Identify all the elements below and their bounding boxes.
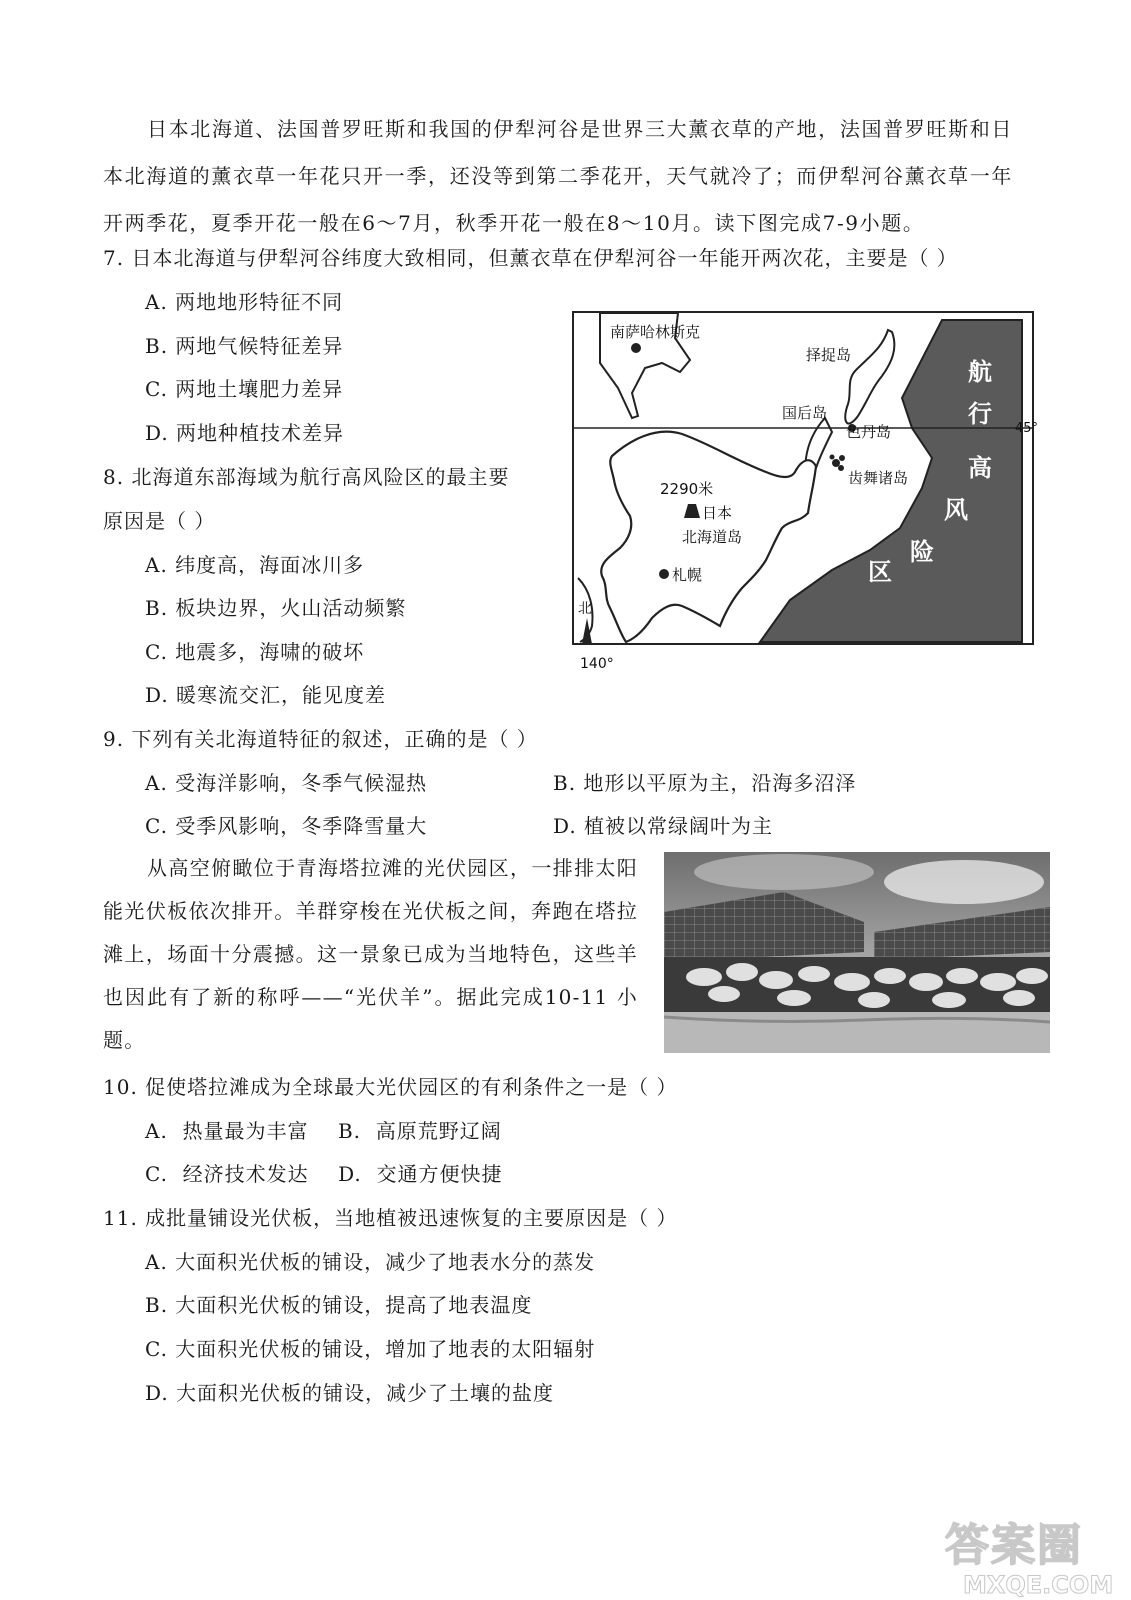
label-longitude: 140° bbox=[580, 656, 614, 672]
hokkaido-map bbox=[570, 308, 1040, 680]
label-yuzhno-sakhalinsk: 南萨哈林斯克 bbox=[610, 323, 701, 341]
label-north: 北 bbox=[578, 601, 592, 617]
risk-zone-char-5: 险 bbox=[910, 538, 934, 566]
label-japan: 日本 bbox=[702, 504, 733, 522]
label-height: 2290米 bbox=[660, 480, 714, 498]
sapporo-dot bbox=[659, 569, 669, 579]
risk-zone-char-2: 行 bbox=[968, 400, 992, 428]
question-9-option-b: B. 地形以平原为主，沿海多沼泽 bbox=[553, 771, 857, 795]
watermark-url: MXQE.COM bbox=[963, 1571, 1114, 1599]
question-10-options-row2: C. 经济技术发达 D. 交通方便快捷 bbox=[145, 1162, 503, 1186]
risk-zone-char-3: 高 bbox=[968, 454, 992, 482]
yuzhno-sakhalinsk-dot bbox=[631, 343, 641, 353]
question-7-option-c: C. 两地土壤肥力差异 bbox=[145, 377, 344, 401]
label-kunashir: 国后岛 bbox=[782, 404, 828, 422]
label-latitude: 45° bbox=[1014, 421, 1038, 436]
question-8-stem-line2: 原因是（ ） bbox=[103, 509, 216, 533]
question-11-option-a: A. 大面积光伏板的铺设，减少了地表水分的蒸发 bbox=[145, 1250, 596, 1274]
question-10-stem: 10. 促使塔拉滩成为全球最大光伏园区的有利条件之一是（ ） bbox=[103, 1075, 678, 1099]
question-11-stem: 11. 成批量铺设光伏板，当地植被迅速恢复的主要原因是（ ） bbox=[103, 1206, 678, 1230]
question-9-option-d: D. 植被以常绿阔叶为主 bbox=[553, 814, 774, 838]
label-habomai: 齿舞诸岛 bbox=[848, 469, 909, 487]
intro-paragraph-lavender: 日本北海道、法国普罗旺斯和我国的伊犁河谷是世界三大薰衣草的产地，法国普罗旺斯和日本北海道的薰衣草一年花只开一季，还没等到第二季花开，天气就冷了；而伊犁河谷薰衣草一年开两季花，夏季开花一般在6～7月，秋季开花一般在8～10月。读下图完成7-9小题。 bbox=[103, 117, 1013, 235]
question-11-option-c: C. 大面积光伏板的铺设，增加了地表的太阳辐射 bbox=[145, 1337, 596, 1361]
label-etorofu: 择捉岛 bbox=[806, 346, 852, 364]
solar-farm-sheep-photo bbox=[664, 852, 1050, 1053]
question-9-option-c: C. 受季风影响，冬季降雪量大 bbox=[145, 814, 428, 838]
question-11-option-d: D. 大面积光伏板的铺设，减少了土壤的盐度 bbox=[145, 1381, 555, 1405]
question-10-options-row1: A. 热量最为丰富 B. 高原荒野辽阔 bbox=[145, 1119, 502, 1143]
intro-paragraph-solar: 从高空俯瞰位于青海塔拉滩的光伏园区，一排排太阳能光伏板依次排开。羊群穿梭在光伏板之间，奔跑在塔拉滩上，场面十分震撼。这一景象已成为当地特色，这些羊也因此有了新的称呼——“光伏羊”。据此完成10-11 小题。 bbox=[103, 856, 638, 1052]
watermark-logo bbox=[925, 1505, 1131, 1600]
risk-zone-char-4: 风 bbox=[944, 496, 968, 524]
question-8-option-b: B. 板块边界，火山活动频繁 bbox=[145, 596, 407, 620]
label-sapporo: 札幌 bbox=[672, 566, 703, 584]
question-8-option-d: D. 暖寒流交汇，能见度差 bbox=[145, 683, 387, 707]
question-7-option-d: D. 两地种植技术差异 bbox=[145, 421, 345, 445]
question-8-stem-line1: 8. 北海道东部海域为航行高风险区的最主要 bbox=[103, 465, 510, 489]
question-9-stem: 9. 下列有关北海道特征的叙述，正确的是（ ） bbox=[103, 727, 538, 751]
label-shikotan: 色丹岛 bbox=[846, 423, 892, 441]
question-7-stem: 7. 日本北海道与伊犁河谷纬度大致相同，但薰衣草在伊犁河谷一年能开两次花，主要是（ ） bbox=[103, 246, 958, 270]
risk-zone-char-1: 航 bbox=[968, 358, 992, 386]
question-8-option-c: C. 地震多，海啸的破坏 bbox=[145, 640, 365, 664]
label-hokkaido: 北海道岛 bbox=[682, 528, 743, 546]
question-11-option-b: B. 大面积光伏板的铺设，提高了地表温度 bbox=[145, 1293, 533, 1317]
watermark-text: 答案圈 bbox=[945, 1520, 1083, 1571]
risk-zone-char-6: 区 bbox=[868, 558, 892, 586]
question-8-option-a: A. 纬度高，海面冰川多 bbox=[145, 553, 365, 577]
question-7-option-a: A. 两地地形特征不同 bbox=[145, 290, 344, 314]
question-7-option-b: B. 两地气候特征差异 bbox=[145, 334, 344, 358]
question-9-option-a: A. 受海洋影响，冬季气候湿热 bbox=[145, 771, 428, 795]
